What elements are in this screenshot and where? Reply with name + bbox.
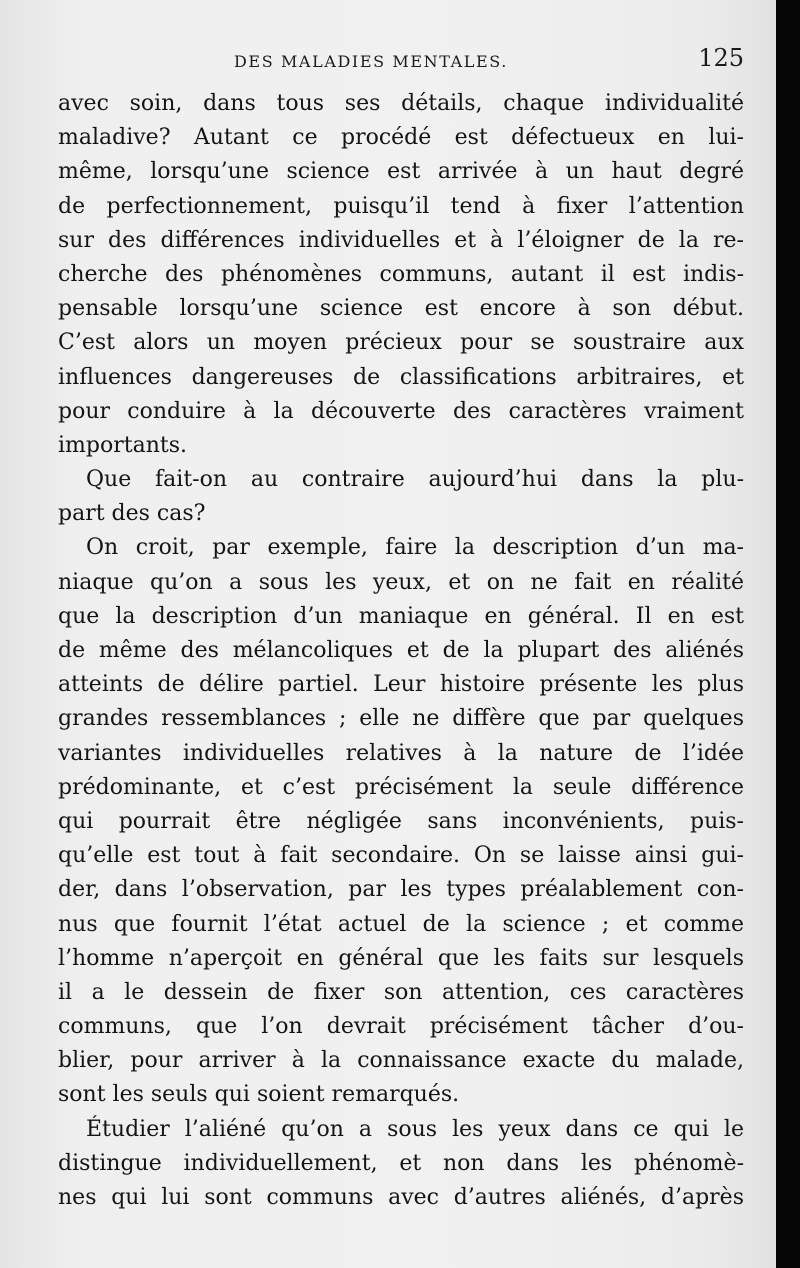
text-line: Que fait-on au contraire aujourd’hui dans la plu- xyxy=(86,467,744,493)
text-line: prédominante, et c’est précisément la seule différence xyxy=(58,774,744,800)
text-line: grandes ressemblances ; elle ne diffère que par quelques xyxy=(58,706,744,732)
text-line: cherche des phénomènes communs, autant il est indis- xyxy=(58,261,744,287)
text-line: nes qui lui sont communs avec d’autres aliénés, d’après xyxy=(58,1185,744,1210)
text-line: atteints de délire partiel. Leur histoire présente les plus xyxy=(58,672,744,698)
text-line: Étudier l’aliéné qu’on a sous les yeux dans ce qui le xyxy=(86,1116,744,1142)
text-line: der, dans l’observation, par les types préalablement con- xyxy=(58,877,744,903)
text-line: part des cas? xyxy=(58,501,206,527)
body-text xyxy=(58,87,744,1215)
text-line: importants. xyxy=(58,432,187,458)
text-line: sur des différences individuelles et à l’éloigner de la re- xyxy=(58,227,744,253)
text-line: que la description d’un maniaque en général. Il en est xyxy=(58,603,744,629)
text-line: qui pourrait être négligée sans inconvénients, puis- xyxy=(58,808,744,834)
text-line: même, lorsqu’une science est arrivée à un haut degré xyxy=(58,159,744,185)
text-line: communs, que l’on devrait précisément tâcher d’ou- xyxy=(58,1014,744,1040)
text-line: On croit, par exemple, faire la description d’un ma- xyxy=(86,535,744,561)
text-line: influences dangereuses de classifications arbitraires, et xyxy=(58,364,744,390)
text-line: distingue individuellement, et non dans les phénomè- xyxy=(58,1150,744,1176)
text-line: il a le dessein de fixer son attention, ces caractères xyxy=(58,979,744,1005)
text-line: pensable lorsqu’une science est encore à son début. xyxy=(58,296,744,322)
text-line: de même des mélancoliques et de la plupart des aliénés xyxy=(58,638,744,663)
text-line: de perfectionnement, puisqu’il tend à fixer l’attention xyxy=(58,193,744,219)
text-line: l’homme n’aperçoit en général que les faits sur lesquels xyxy=(58,945,744,971)
text-line: sont les seuls qui soient remarqués. xyxy=(58,1082,460,1108)
page-header xyxy=(58,44,744,80)
text-line: pour conduire à la découverte des caractères vraiment xyxy=(58,398,744,424)
text-line: nus que fournit l’état actuel de la science ; et comme xyxy=(58,911,744,937)
text-line: niaque qu’on a sous les yeux, et on ne fait en réalité xyxy=(58,569,744,595)
text-line: maladive? Autant ce procédé est défectueux en lui- xyxy=(58,125,744,151)
text-line: variantes individuelles relatives à la nature de l’idée xyxy=(58,740,744,766)
running-head: DES MALADIES MENTALES. xyxy=(234,52,508,71)
scan-edge xyxy=(776,0,800,1268)
text-line: qu’elle est tout à fait secondaire. On se laisse ainsi gui- xyxy=(58,843,744,869)
text-line: avec soin, dans tous ses détails, chaque individualité xyxy=(58,91,744,116)
text-line: C’est alors un moyen précieux pour se soustraire aux xyxy=(58,330,744,356)
page-number: 125 xyxy=(698,44,744,72)
text-line: blier, pour arriver à la connaissance exacte du malade, xyxy=(58,1048,744,1074)
